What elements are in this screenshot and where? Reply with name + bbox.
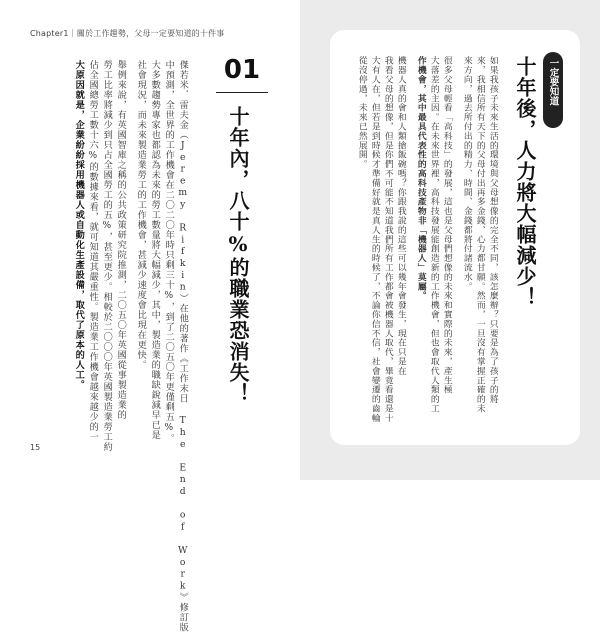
- left-body-column-4: 社會現況，而未來製造業勞工的工作機會，甚減少速度會比現在更快。: [135, 60, 147, 370]
- card-body-column-8: 我看父母的想像，但是你們不可能不知道我們所有工作都會被機器人取代，畢竟看還是十: [382, 56, 393, 423]
- card-body-column-9: 大有人在，但若是到時候才準備好就是真人生的時候了，不論你信不信，社會變遷的齒輪: [369, 56, 380, 423]
- card-body-column-4: 很多父母輕看「高科技」的發展，這也是父母們想像的未來和實際的未來，產生極: [441, 56, 452, 395]
- left-body-column-6: 勞工比率將減少到只占全國勞工的五%，甚至更少。相較於二〇〇〇年英國製造業勞工約: [101, 60, 113, 452]
- card-body-column-10: 從沒停過，未來已然展開。: [356, 56, 367, 169]
- card-body-column-1: 如果我孩子未來生活的環境與父母想像的完全不同，該怎麼辦？只要是為了孩子的將: [487, 56, 498, 404]
- card-body-column-3: 來方向，過去所付出的精力、時間、金錢都將付諸流水。: [461, 56, 472, 291]
- card-title: 十年後，人力將大幅減少！: [513, 56, 537, 308]
- left-body-column-3: 大多數趨勢專家也都認為未來的勞工數量將大幅減少，其中，製造業的職缺銳減早已是: [149, 60, 161, 440]
- left-body-column-8: 大原因就是，企業紛紛採用機器人或自動化生產設備，取代了原本的人工。: [73, 60, 85, 390]
- must-know-tab: [543, 52, 563, 128]
- running-header: Chapter1｜關於工作趨勢，父母一定要知道的十件事: [30, 29, 225, 38]
- card-body-column-6: 作機會，其中最具代表性的高科技產物非「機器人」莫屬。: [415, 56, 426, 301]
- chapter-number-rule: [216, 92, 268, 93]
- left-body-column-5: 舉例來說，有英國智庫之稱的公共政策研究院推測，二〇五〇年英國從事製造業的: [115, 60, 127, 420]
- left-body-column-7: 佔全國總勞工數十六%的數據來看，就可知道其嚴重性。製造業工作機會越來越少的一: [87, 60, 99, 442]
- chapter-number: 01: [223, 55, 261, 85]
- left-body-column-1: 傑若米．雷夫金（Jeremy Rifkin）在他的著作《工作末日 The End of Work》修訂版: [177, 60, 189, 632]
- card-body-column-7: 機器人真的會和人類搶飯碗嗎？你跟我說的這些可以幾年會發生，現在只是在: [395, 56, 406, 376]
- card-body-column-5: 大落差的主因。在未來世界裡，高科技發展能創造新的工作機會，但也會取代人類的工: [428, 56, 439, 414]
- page-number: 15: [30, 443, 41, 452]
- left-body-column-2: 中預測，全世界的工作機會在二〇二〇年時只剩三十%，到了二〇五〇年更僅剩五%。: [163, 60, 175, 444]
- card-body-column-2: 來，我相信所有天下的父母付出再多金錢、心力都甘願。然而，一旦沒有掌握正確的未: [474, 56, 485, 414]
- chapter-title: 十年內，八十%的職業恐消失！: [226, 106, 250, 404]
- must-know-label: 一定要知道: [547, 58, 559, 106]
